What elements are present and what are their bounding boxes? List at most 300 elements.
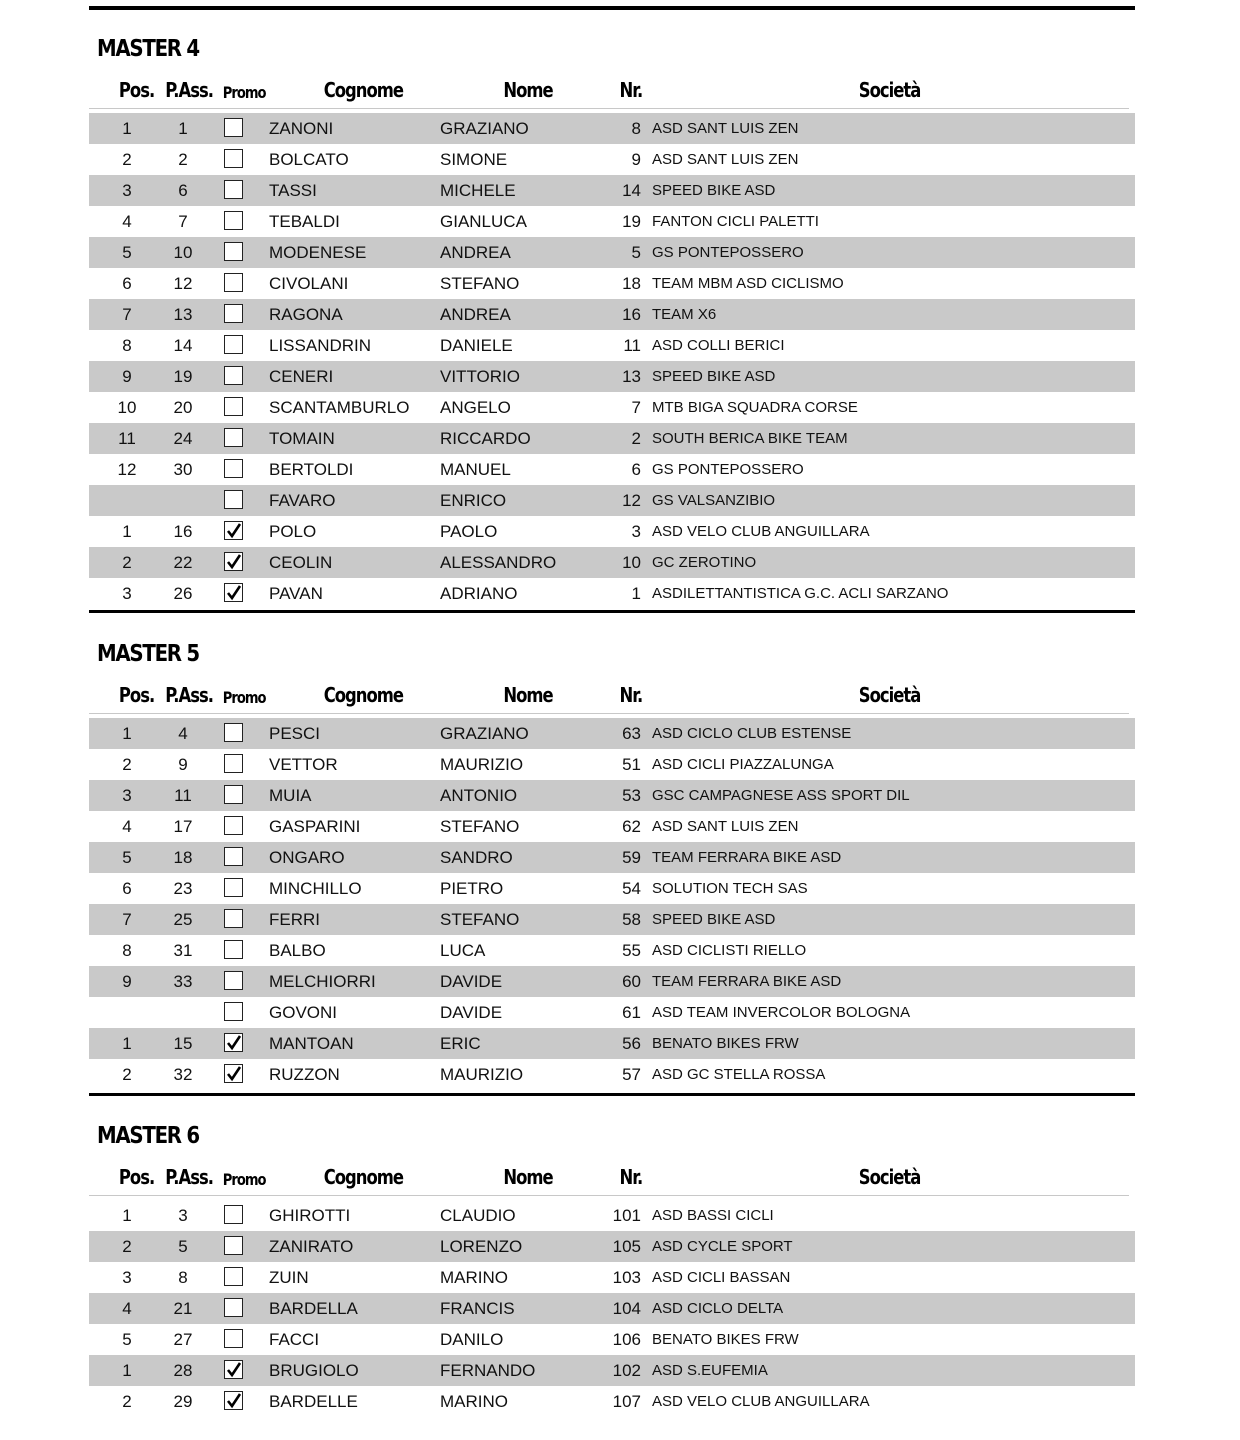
bib-number-cell: 16 bbox=[622, 305, 641, 324]
absolute-position-cell: 20 bbox=[173, 398, 193, 417]
team-cell: MTB BIGA SQUADRA CORSE bbox=[652, 399, 858, 416]
top-rule bbox=[89, 6, 1135, 10]
surname-cell: BRUGIOLO bbox=[269, 1361, 359, 1380]
first-name-cell: PAOLO bbox=[440, 522, 498, 541]
absolute-position-cell: 19 bbox=[173, 367, 193, 386]
first-name-cell: GRAZIANO bbox=[440, 119, 529, 138]
bib-number-cell: 102 bbox=[612, 1361, 641, 1380]
absolute-position-cell: 5 bbox=[178, 1237, 188, 1256]
first-name-cell: GRAZIANO bbox=[440, 724, 529, 743]
position-cell: 5 bbox=[122, 1330, 132, 1349]
table-row bbox=[89, 485, 1135, 516]
table-row bbox=[89, 873, 1135, 904]
promo-checkbox bbox=[224, 335, 243, 354]
first-name-cell: DANIELE bbox=[440, 336, 513, 355]
absolute-position-cell: 13 bbox=[173, 305, 193, 324]
position-cell: 2 bbox=[122, 1065, 132, 1084]
first-name-cell: CLAUDIO bbox=[440, 1206, 516, 1225]
team-cell: SOUTH BERICA BIKE TEAM bbox=[652, 430, 848, 447]
column-header-pass: P.Ass. bbox=[165, 1165, 214, 1189]
absolute-position-cell: 6 bbox=[178, 181, 188, 200]
table-row bbox=[89, 1059, 1135, 1090]
absolute-position-cell: 15 bbox=[173, 1034, 193, 1053]
surname-cell: LISSANDRIN bbox=[269, 336, 372, 355]
surname-cell: CIVOLANI bbox=[269, 274, 349, 293]
position-cell: 1 bbox=[122, 1206, 132, 1225]
table-row bbox=[89, 1355, 1135, 1386]
promo-checkbox bbox=[224, 971, 243, 990]
table-row bbox=[89, 1200, 1135, 1231]
bib-number-cell: 62 bbox=[622, 817, 641, 836]
promo-checkbox bbox=[224, 304, 243, 323]
bib-number-cell: 11 bbox=[623, 336, 641, 355]
checkmark-icon bbox=[225, 1361, 242, 1378]
surname-cell: PESCI bbox=[269, 724, 321, 743]
table-row bbox=[89, 1028, 1135, 1059]
first-name-cell: PIETRO bbox=[440, 879, 504, 898]
team-cell: ASD SANT LUIS ZEN bbox=[652, 818, 799, 835]
position-cell: 5 bbox=[122, 848, 132, 867]
surname-cell: TOMAIN bbox=[269, 429, 335, 448]
table-row bbox=[89, 1262, 1135, 1293]
surname-cell: ZANONI bbox=[269, 119, 334, 138]
team-cell: ASD CYCLE SPORT bbox=[652, 1238, 793, 1255]
first-name-cell: SANDRO bbox=[440, 848, 513, 867]
header-divider bbox=[89, 108, 1129, 109]
first-name-cell: DAVIDE bbox=[440, 1003, 503, 1022]
absolute-position-cell: 26 bbox=[173, 584, 193, 603]
bib-number-cell: 18 bbox=[622, 274, 641, 293]
section-bottom-rule bbox=[89, 1093, 1135, 1096]
column-header-promo: Promo bbox=[222, 688, 266, 707]
promo-checkbox bbox=[224, 118, 243, 137]
surname-cell: GASPARINI bbox=[269, 817, 361, 836]
table-row bbox=[89, 1386, 1135, 1417]
table-row bbox=[89, 1293, 1135, 1324]
promo-checkbox bbox=[224, 1329, 243, 1348]
checkmark-icon bbox=[225, 1034, 242, 1051]
position-cell: 4 bbox=[122, 212, 132, 231]
surname-cell: FERRI bbox=[269, 910, 320, 929]
table-row bbox=[89, 749, 1135, 780]
absolute-position-cell: 8 bbox=[178, 1268, 188, 1287]
table-row bbox=[89, 206, 1135, 237]
table-row bbox=[89, 904, 1135, 935]
bib-number-cell: 107 bbox=[612, 1392, 641, 1411]
absolute-position-cell: 17 bbox=[173, 817, 193, 836]
promo-checkbox bbox=[224, 1205, 243, 1224]
table-row bbox=[89, 330, 1135, 361]
team-cell: ASD VELO CLUB ANGUILLARA bbox=[652, 1393, 870, 1410]
promo-checkbox-checked bbox=[224, 521, 243, 540]
absolute-position-cell: 25 bbox=[173, 910, 193, 929]
position-cell: 6 bbox=[122, 879, 132, 898]
category-title: MASTER 6 bbox=[97, 1123, 199, 1149]
absolute-position-cell: 30 bbox=[173, 460, 193, 479]
promo-checkbox bbox=[224, 816, 243, 835]
team-cell: BENATO BIKES FRW bbox=[652, 1331, 799, 1348]
surname-cell: FAVARO bbox=[269, 491, 336, 510]
surname-cell: TASSI bbox=[269, 181, 317, 200]
promo-checkbox bbox=[224, 1298, 243, 1317]
column-header-nr: Nr. bbox=[619, 683, 643, 707]
team-cell: TEAM MBM ASD CICLISMO bbox=[652, 275, 844, 292]
position-cell: 2 bbox=[122, 1237, 132, 1256]
position-cell: 7 bbox=[122, 910, 132, 929]
surname-cell: FACCI bbox=[269, 1330, 320, 1349]
table-row bbox=[89, 842, 1135, 873]
first-name-cell: MICHELE bbox=[440, 181, 516, 200]
section-bottom-rule bbox=[89, 610, 1135, 613]
first-name-cell: RICCARDO bbox=[440, 429, 531, 448]
bib-number-cell: 60 bbox=[622, 972, 641, 991]
team-cell: GS VALSANZIBIO bbox=[652, 492, 776, 509]
position-cell: 6 bbox=[122, 274, 132, 293]
team-cell: ASD CICLO DELTA bbox=[652, 1300, 784, 1317]
column-header-pos: Pos. bbox=[118, 683, 155, 707]
bib-number-cell: 3 bbox=[631, 522, 641, 541]
surname-cell: BALBO bbox=[269, 941, 326, 960]
surname-cell: ZANIRATO bbox=[269, 1237, 354, 1256]
promo-checkbox-checked bbox=[224, 1033, 243, 1052]
position-cell: 5 bbox=[122, 243, 132, 262]
team-cell: ASD CICLI BASSAN bbox=[652, 1269, 791, 1286]
team-cell: ASD TEAM INVERCOLOR BOLOGNA bbox=[652, 1004, 911, 1021]
bib-number-cell: 5 bbox=[631, 243, 641, 262]
surname-cell: MODENESE bbox=[269, 243, 367, 262]
absolute-position-cell: 12 bbox=[173, 274, 193, 293]
promo-checkbox bbox=[224, 940, 243, 959]
checkmark-icon bbox=[225, 553, 242, 570]
bib-number-cell: 10 bbox=[622, 553, 641, 572]
absolute-position-cell: 16 bbox=[173, 522, 193, 541]
surname-cell: BOLCATO bbox=[269, 150, 349, 169]
column-header-pos: Pos. bbox=[118, 1165, 155, 1189]
absolute-position-cell: 28 bbox=[173, 1361, 193, 1380]
team-cell: ASD GC STELLA ROSSA bbox=[652, 1066, 826, 1083]
position-cell: 8 bbox=[122, 941, 132, 960]
position-cell: 4 bbox=[122, 817, 132, 836]
absolute-position-cell: 22 bbox=[173, 553, 193, 572]
bib-number-cell: 7 bbox=[631, 398, 641, 417]
promo-checkbox bbox=[224, 459, 243, 478]
surname-cell: CEOLIN bbox=[269, 553, 333, 572]
column-header-societa: Società bbox=[858, 683, 921, 707]
absolute-position-cell: 10 bbox=[173, 243, 193, 262]
category-title: MASTER 4 bbox=[97, 36, 199, 62]
bib-number-cell: 55 bbox=[622, 941, 641, 960]
surname-cell: MINCHILLO bbox=[269, 879, 362, 898]
team-cell: FANTON CICLI PALETTI bbox=[652, 213, 819, 230]
bib-number-cell: 14 bbox=[622, 181, 641, 200]
table-row bbox=[89, 237, 1135, 268]
surname-cell: GOVONI bbox=[269, 1003, 338, 1022]
promo-checkbox bbox=[224, 909, 243, 928]
surname-cell: ONGARO bbox=[269, 848, 345, 867]
table-row bbox=[89, 997, 1135, 1028]
checkmark-icon bbox=[225, 522, 242, 539]
bib-number-cell: 2 bbox=[631, 429, 641, 448]
bib-number-cell: 9 bbox=[631, 150, 641, 169]
first-name-cell: GIANLUCA bbox=[440, 212, 527, 231]
absolute-position-cell: 14 bbox=[173, 336, 193, 355]
promo-checkbox bbox=[224, 242, 243, 261]
surname-cell: VETTOR bbox=[269, 755, 338, 774]
surname-cell: PAVAN bbox=[269, 584, 323, 603]
first-name-cell: MAURIZIO bbox=[440, 1065, 524, 1084]
position-cell: 4 bbox=[122, 1299, 132, 1318]
promo-checkbox bbox=[224, 366, 243, 385]
surname-cell: BARDELLE bbox=[269, 1392, 358, 1411]
table-row bbox=[89, 144, 1135, 175]
column-header-societa: Società bbox=[858, 1165, 921, 1189]
table-header bbox=[89, 75, 1135, 105]
first-name-cell: MANUEL bbox=[440, 460, 511, 479]
team-cell: GS PONTEPOSSERO bbox=[652, 244, 804, 261]
team-cell: GSC CAMPAGNESE ASS SPORT DIL bbox=[652, 787, 910, 804]
bib-number-cell: 61 bbox=[622, 1003, 641, 1022]
team-cell: TEAM FERRARA BIKE ASD bbox=[652, 973, 842, 990]
promo-checkbox bbox=[224, 754, 243, 773]
position-cell: 2 bbox=[122, 553, 132, 572]
column-header-nome: Nome bbox=[503, 1165, 553, 1189]
first-name-cell: DANILO bbox=[440, 1330, 504, 1349]
bib-number-cell: 54 bbox=[622, 879, 641, 898]
checkmark-icon bbox=[225, 584, 242, 601]
team-cell: ASD SANT LUIS ZEN bbox=[652, 120, 799, 137]
team-cell: GC ZEROTINO bbox=[652, 554, 757, 571]
first-name-cell: STEFANO bbox=[440, 817, 520, 836]
position-cell: 7 bbox=[122, 305, 132, 324]
absolute-position-cell: 23 bbox=[173, 879, 193, 898]
promo-checkbox-checked bbox=[224, 583, 243, 602]
column-header-promo: Promo bbox=[222, 83, 266, 102]
promo-checkbox bbox=[224, 1236, 243, 1255]
bib-number-cell: 19 bbox=[622, 212, 641, 231]
first-name-cell: STEFANO bbox=[440, 910, 520, 929]
position-cell: 9 bbox=[122, 972, 132, 991]
position-cell: 8 bbox=[122, 336, 132, 355]
first-name-cell: MARINO bbox=[440, 1268, 508, 1287]
surname-cell: RUZZON bbox=[269, 1065, 340, 1084]
column-header-nome: Nome bbox=[503, 683, 553, 707]
column-header-cognome: Cognome bbox=[323, 78, 404, 102]
position-cell: 1 bbox=[122, 119, 132, 138]
column-header-cognome: Cognome bbox=[323, 683, 404, 707]
absolute-position-cell: 7 bbox=[178, 212, 188, 231]
absolute-position-cell: 9 bbox=[178, 755, 188, 774]
bib-number-cell: 103 bbox=[612, 1268, 641, 1287]
team-cell: ASD CICLISTI RIELLO bbox=[652, 942, 807, 959]
header-divider bbox=[89, 1195, 1129, 1196]
promo-checkbox-checked bbox=[224, 1360, 243, 1379]
surname-cell: GHIROTTI bbox=[269, 1206, 351, 1225]
position-cell: 11 bbox=[118, 429, 136, 448]
promo-checkbox bbox=[224, 180, 243, 199]
surname-cell: RAGONA bbox=[269, 305, 343, 324]
absolute-position-cell: 18 bbox=[173, 848, 193, 867]
bib-number-cell: 57 bbox=[622, 1065, 641, 1084]
team-cell: ASDILETTANTISTICA G.C. ACLI SARZANO bbox=[652, 585, 949, 602]
table-row bbox=[89, 516, 1135, 547]
position-cell: 1 bbox=[122, 522, 132, 541]
first-name-cell: MAURIZIO bbox=[440, 755, 524, 774]
position-cell: 3 bbox=[122, 181, 132, 200]
table-row bbox=[89, 175, 1135, 206]
first-name-cell: ADRIANO bbox=[440, 584, 518, 603]
promo-checkbox bbox=[224, 490, 243, 509]
table-row bbox=[89, 578, 1135, 609]
team-cell: ASD SANT LUIS ZEN bbox=[652, 151, 799, 168]
checkmark-icon bbox=[225, 1392, 242, 1409]
category-title: MASTER 5 bbox=[97, 641, 199, 667]
bib-number-cell: 1 bbox=[631, 584, 641, 603]
promo-checkbox bbox=[224, 1267, 243, 1286]
team-cell: SOLUTION TECH SAS bbox=[652, 880, 808, 897]
table-row bbox=[89, 780, 1135, 811]
first-name-cell: LUCA bbox=[440, 941, 486, 960]
bib-number-cell: 59 bbox=[622, 848, 641, 867]
promo-checkbox bbox=[224, 723, 243, 742]
team-cell: ASD VELO CLUB ANGUILLARA bbox=[652, 523, 870, 540]
position-cell: 1 bbox=[122, 1034, 132, 1053]
position-cell: 3 bbox=[122, 1268, 132, 1287]
position-cell: 3 bbox=[122, 584, 132, 603]
team-cell: ASD COLLI BERICI bbox=[652, 337, 785, 354]
absolute-position-cell: 2 bbox=[178, 150, 188, 169]
checkmark-icon bbox=[225, 1065, 242, 1082]
first-name-cell: FRANCIS bbox=[440, 1299, 515, 1318]
position-cell: 12 bbox=[117, 460, 137, 479]
bib-number-cell: 13 bbox=[622, 367, 641, 386]
table-row bbox=[89, 268, 1135, 299]
bib-number-cell: 6 bbox=[631, 460, 641, 479]
promo-checkbox-checked bbox=[224, 1391, 243, 1410]
bib-number-cell: 105 bbox=[612, 1237, 641, 1256]
team-cell: ASD S.EUFEMIA bbox=[652, 1362, 768, 1379]
table-row bbox=[89, 547, 1135, 578]
table-row bbox=[89, 1324, 1135, 1355]
first-name-cell: DAVIDE bbox=[440, 972, 503, 991]
bib-number-cell: 53 bbox=[622, 786, 641, 805]
bib-number-cell: 51 bbox=[622, 755, 641, 774]
surname-cell: TEBALDI bbox=[269, 212, 340, 231]
first-name-cell: ALESSANDRO bbox=[440, 553, 557, 572]
table-row bbox=[89, 935, 1135, 966]
position-cell: 1 bbox=[122, 724, 132, 743]
first-name-cell: ANGELO bbox=[440, 398, 511, 417]
table-row bbox=[89, 113, 1135, 144]
surname-cell: CENERI bbox=[269, 367, 334, 386]
position-cell: 10 bbox=[117, 398, 137, 417]
position-cell: 2 bbox=[122, 150, 132, 169]
first-name-cell: FERNANDO bbox=[440, 1361, 536, 1380]
team-cell: ASD BASSI CICLI bbox=[652, 1207, 774, 1224]
header-divider bbox=[89, 713, 1129, 714]
surname-cell: MUIA bbox=[269, 786, 312, 805]
bib-number-cell: 104 bbox=[612, 1299, 641, 1318]
absolute-position-cell: 11 bbox=[174, 786, 192, 805]
position-cell: 9 bbox=[122, 367, 132, 386]
absolute-position-cell: 1 bbox=[178, 119, 188, 138]
column-header-promo: Promo bbox=[222, 1170, 266, 1189]
absolute-position-cell: 21 bbox=[173, 1299, 193, 1318]
table-row bbox=[89, 299, 1135, 330]
first-name-cell: ANDREA bbox=[440, 305, 511, 324]
table-row bbox=[89, 423, 1135, 454]
absolute-position-cell: 27 bbox=[173, 1330, 193, 1349]
position-cell: 2 bbox=[122, 1392, 132, 1411]
table-row bbox=[89, 966, 1135, 997]
table-row bbox=[89, 718, 1135, 749]
absolute-position-cell: 33 bbox=[173, 972, 193, 991]
surname-cell: POLO bbox=[269, 522, 317, 541]
first-name-cell: ENRICO bbox=[440, 491, 507, 510]
table-row bbox=[89, 454, 1135, 485]
table-row bbox=[89, 361, 1135, 392]
team-cell: GS PONTEPOSSERO bbox=[652, 461, 804, 478]
team-cell: SPEED BIKE ASD bbox=[652, 911, 776, 928]
absolute-position-cell: 31 bbox=[173, 941, 193, 960]
column-header-pass: P.Ass. bbox=[165, 683, 214, 707]
position-cell: 1 bbox=[122, 1361, 132, 1380]
promo-checkbox bbox=[224, 397, 243, 416]
team-cell: ASD CICLI PIAZZALUNGA bbox=[652, 756, 834, 773]
surname-cell: MELCHIORRI bbox=[269, 972, 376, 991]
column-header-nome: Nome bbox=[503, 78, 553, 102]
surname-cell: BARDELLA bbox=[269, 1299, 358, 1318]
absolute-position-cell: 32 bbox=[173, 1065, 193, 1084]
absolute-position-cell: 3 bbox=[178, 1206, 188, 1225]
promo-checkbox bbox=[224, 428, 243, 447]
promo-checkbox bbox=[224, 149, 243, 168]
column-header-nr: Nr. bbox=[619, 1165, 643, 1189]
absolute-position-cell: 24 bbox=[173, 429, 193, 448]
absolute-position-cell: 4 bbox=[178, 724, 188, 743]
bib-number-cell: 101 bbox=[612, 1206, 641, 1225]
first-name-cell: ANDREA bbox=[440, 243, 511, 262]
first-name-cell: STEFANO bbox=[440, 274, 520, 293]
bib-number-cell: 63 bbox=[622, 724, 641, 743]
position-cell: 3 bbox=[122, 786, 132, 805]
first-name-cell: MARINO bbox=[440, 1392, 508, 1411]
column-header-pos: Pos. bbox=[118, 78, 155, 102]
absolute-position-cell: 29 bbox=[173, 1392, 193, 1411]
bib-number-cell: 8 bbox=[631, 119, 641, 138]
promo-checkbox bbox=[224, 1002, 243, 1021]
bib-number-cell: 58 bbox=[622, 910, 641, 929]
table-row bbox=[89, 811, 1135, 842]
bib-number-cell: 106 bbox=[612, 1330, 641, 1349]
promo-checkbox bbox=[224, 211, 243, 230]
promo-checkbox bbox=[224, 273, 243, 292]
team-cell: ASD CICLO CLUB ESTENSE bbox=[652, 725, 852, 742]
promo-checkbox bbox=[224, 878, 243, 897]
first-name-cell: ERIC bbox=[440, 1034, 481, 1053]
team-cell: TEAM FERRARA BIKE ASD bbox=[652, 849, 842, 866]
column-header-societa: Società bbox=[858, 78, 921, 102]
column-header-cognome: Cognome bbox=[323, 1165, 404, 1189]
team-cell: SPEED BIKE ASD bbox=[652, 368, 776, 385]
first-name-cell: LORENZO bbox=[440, 1237, 523, 1256]
table-row bbox=[89, 1231, 1135, 1262]
table-header bbox=[89, 1162, 1135, 1192]
surname-cell: SCANTAMBURLO bbox=[269, 398, 410, 417]
team-cell: BENATO BIKES FRW bbox=[652, 1035, 799, 1052]
surname-cell: MANTOAN bbox=[269, 1034, 354, 1053]
promo-checkbox bbox=[224, 785, 243, 804]
table-row bbox=[89, 392, 1135, 423]
